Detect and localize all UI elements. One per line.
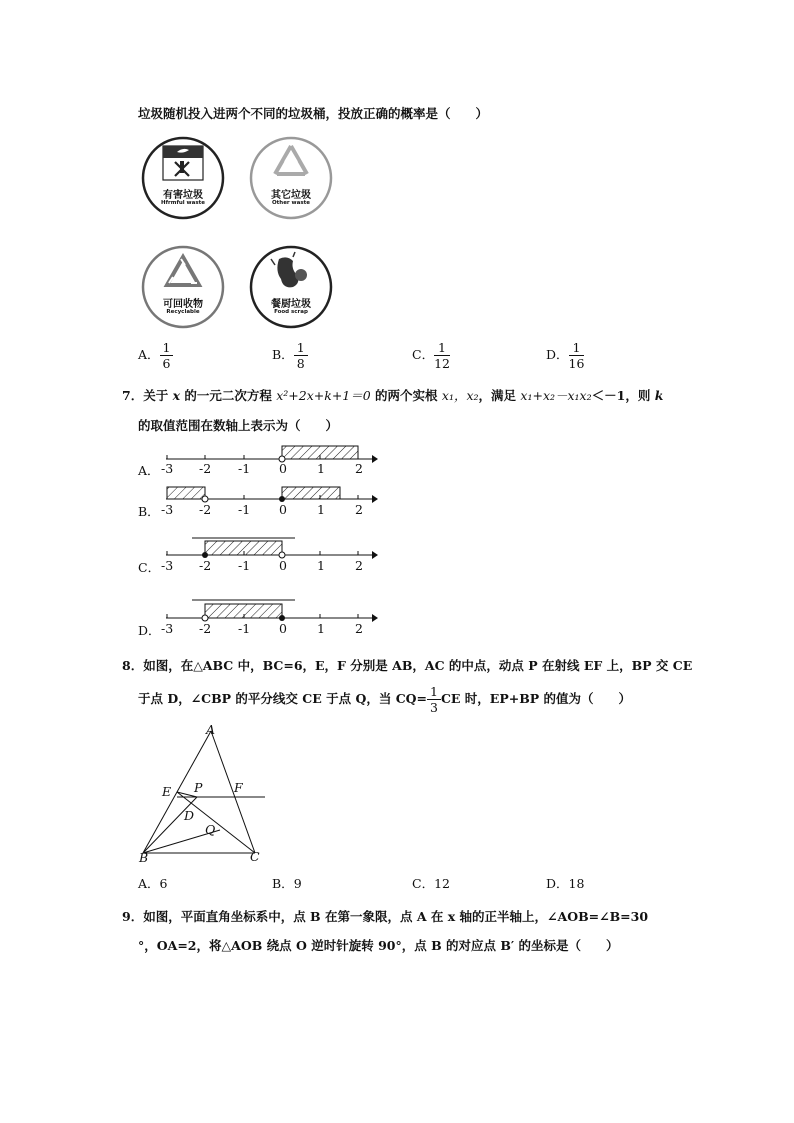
q7-option-b[interactable]: B． (138, 504, 160, 519)
tick-label: -1 (238, 558, 251, 573)
tick-label: 2 (355, 461, 363, 476)
bin-label-cn: 其它垃圾 (271, 190, 311, 201)
point-label-b: B (139, 850, 149, 865)
tick-label: 1 (317, 558, 325, 573)
bin-label-en: Recyclable (166, 309, 200, 315)
q6-option-a[interactable]: A． $\frac{1}{6}$ (138, 340, 173, 371)
q6-option-c[interactable]: C． $\frac{1}{12}$ (412, 340, 450, 371)
tick-label: -2 (199, 461, 212, 476)
q8-stem-line1: 8．如图，在△ABC 中，BC=6，E，F 分别是 AB，AC 的中点，动点 P 在射线 EF 上，BP 交 CE (122, 658, 693, 673)
q7-option-c[interactable]: C． (138, 560, 161, 575)
number-line-d (166, 600, 378, 622)
number-line-a (166, 446, 378, 463)
hazardous-waste-icon (141, 136, 225, 220)
point-label-a: A (206, 722, 216, 737)
q7-option-a[interactable]: A． (138, 463, 160, 478)
tick-label: 0 (279, 621, 287, 636)
tick-label: 1 (317, 621, 325, 636)
point-label-c: C (250, 849, 260, 864)
tick-label: 2 (355, 621, 363, 636)
tick-label: 2 (355, 558, 363, 573)
point-label-e: E (162, 784, 172, 799)
bin-label-cn: 餐厨垃圾 (271, 299, 311, 310)
tick-label: 1 (317, 461, 325, 476)
bin-label-en: Hfrmful waste (161, 200, 205, 206)
point-label-p: P (194, 780, 203, 795)
tick-label: -3 (161, 461, 174, 476)
number-line-figures (150, 438, 390, 638)
q8-option-c[interactable]: C．12 (412, 876, 450, 891)
recyclable-icon (141, 245, 225, 329)
q7-stem-line1: 7．关于 x 的一元二次方程 x²+2x+k+1＝0 的两个实根 x₁，x₂，满足 x₁+x₂－x₁x₂＜－1，则 k (122, 388, 664, 403)
q6-stem: 垃圾随机投入进两个不同的垃圾桶，投放正确的概率是（ ） (138, 106, 489, 121)
q8-option-a[interactable]: A．6 (138, 876, 168, 891)
triangle-figure (135, 720, 275, 865)
q7-option-d[interactable]: D． (138, 623, 161, 638)
tick-label: -2 (199, 621, 212, 636)
point-label-f: F (234, 780, 243, 795)
bin-label-cn: 有害垃圾 (163, 190, 203, 201)
q6-option-b[interactable]: B． $\frac{1}{8}$ (272, 340, 308, 371)
q6-option-d[interactable]: D． $\frac{1}{16}$ (546, 340, 585, 371)
bin-label-en: Other waste (271, 200, 310, 206)
q9-stem-line1: 9．如图，平面直角坐标系中，点 B 在第一象限，点 A 在 x 轴的正半轴上，∠AOB=∠B=30 (122, 909, 649, 924)
point-label-q: Q (205, 822, 216, 837)
bin-label-cn: 可回收物 (163, 299, 203, 310)
tick-label: -1 (238, 502, 251, 517)
other-waste-icon (249, 136, 333, 220)
tick-label: 0 (279, 502, 287, 517)
tick-label: -3 (161, 558, 174, 573)
number-line-c (166, 538, 378, 559)
tick-label: -3 (161, 621, 174, 636)
q8-option-b[interactable]: B．9 (272, 876, 302, 891)
tick-label: 1 (317, 502, 325, 517)
tick-label: 2 (355, 502, 363, 517)
bin-label-en: Food scrap (274, 309, 308, 315)
tick-label: 0 (279, 461, 287, 476)
tick-label: 0 (279, 558, 287, 573)
tick-label: -1 (238, 621, 251, 636)
food-scrap-icon (249, 245, 333, 329)
q8-option-d[interactable]: D．18 (546, 876, 585, 891)
point-label-d: D (184, 808, 195, 823)
tick-label: -2 (199, 502, 212, 517)
tick-label: -3 (161, 502, 174, 517)
tick-label: -2 (199, 558, 212, 573)
tick-label: -1 (238, 461, 251, 476)
q7-stem-line2: 的取值范围在数轴上表示为（ ） (138, 418, 339, 433)
q8-stem-line2: 于点 D，∠CBP 的平分线交 CE 于点 Q，当 CQ= $\frac{1}{3}$ CE 时，EP+BP 的值为（ ） (138, 684, 632, 715)
q9-stem-line2: °，OA=2，将△AOB 绕点 O 逆时针旋转 90°，点 B 的对应点 B′ 的坐标是（ ） (138, 938, 619, 953)
number-line-b (166, 487, 378, 503)
